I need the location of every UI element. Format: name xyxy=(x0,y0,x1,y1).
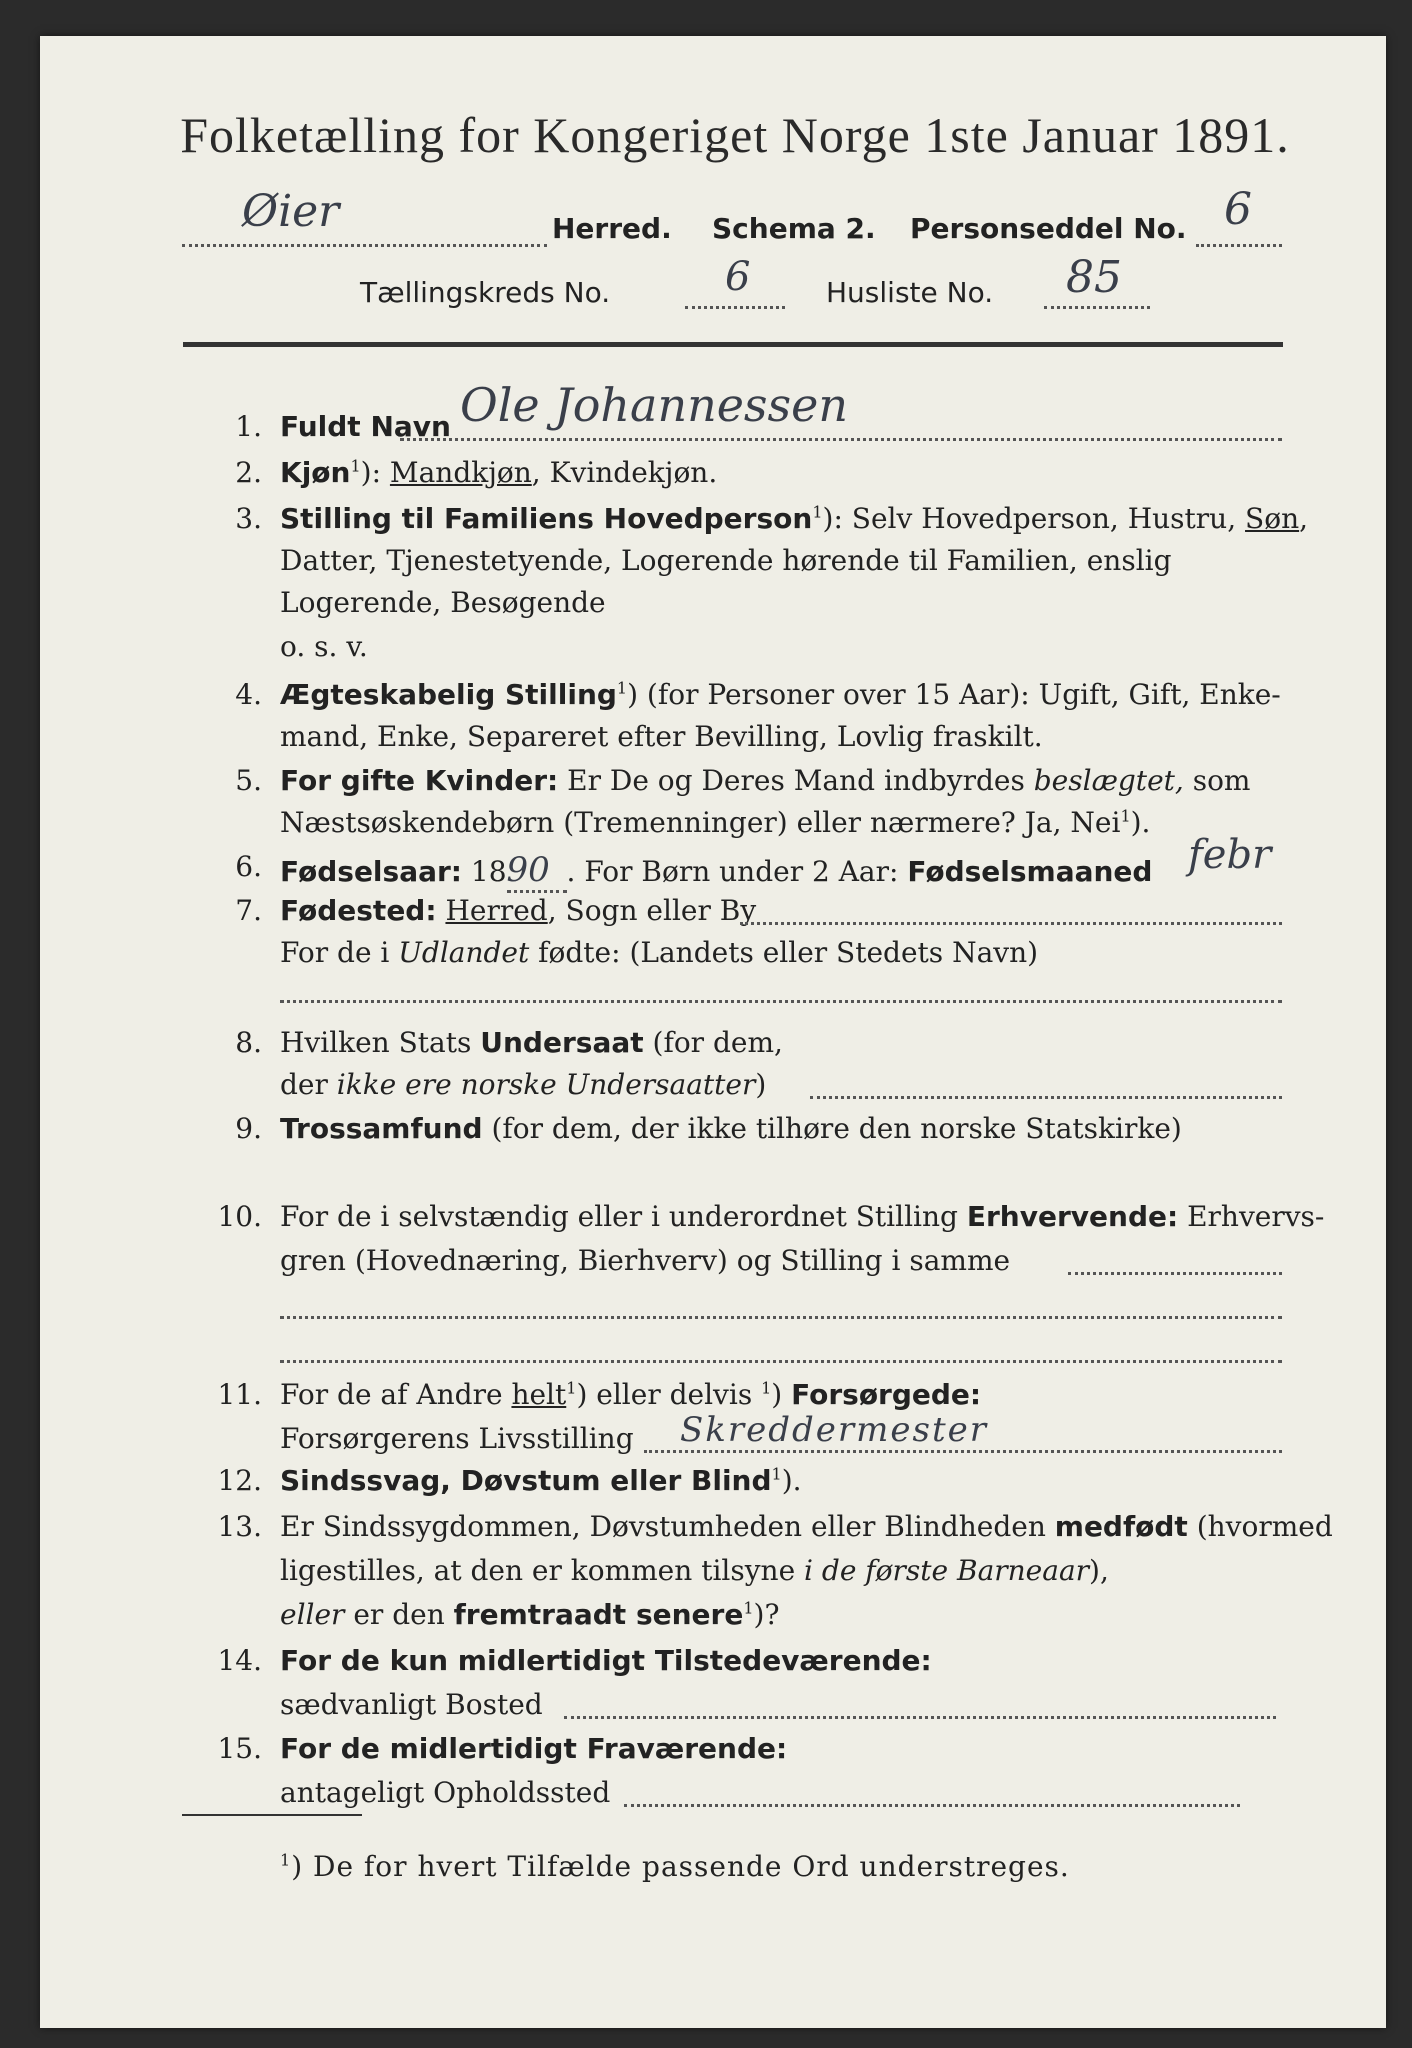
q9-number: 9. xyxy=(235,1112,262,1145)
q3-text-end: , xyxy=(1299,502,1309,535)
q5-sup: 1 xyxy=(1120,806,1131,826)
q11-value: Skreddermester xyxy=(680,1410,989,1450)
q7-number: 7. xyxy=(235,894,262,927)
q5-label: For gifte Kvinder: xyxy=(280,764,559,797)
q14-field xyxy=(564,1716,1276,1719)
q8-line1 xyxy=(280,1026,783,1059)
schema-label: Schema 2. xyxy=(712,212,876,245)
q3-label: Stilling til Familiens Hovedperson xyxy=(280,502,813,535)
q13-line1 xyxy=(280,1510,1333,1543)
q1-label: Fuldt Navn xyxy=(280,410,451,443)
q13-eller: eller xyxy=(280,1598,345,1631)
q6-line xyxy=(280,850,1152,893)
q2-sup: 1 xyxy=(350,456,361,476)
herred-value: Øier xyxy=(242,186,340,237)
census-form xyxy=(40,36,1386,2028)
personseddel-label: Personseddel No. xyxy=(910,212,1187,245)
husliste-label: Husliste No. xyxy=(826,276,994,309)
q3-line1 xyxy=(280,502,1308,535)
q10-number: 10. xyxy=(217,1200,262,1233)
q5-text2: Næstsøskendebørn (Tremenninger) eller nærmere? Ja, Nei xyxy=(280,806,1121,839)
q2-option-mandkjon: Mandkjøn xyxy=(389,456,532,489)
q8-text2-end: ) xyxy=(755,1068,767,1101)
q8-text: Hvilken Stats xyxy=(280,1026,481,1059)
footnote-sup: 1 xyxy=(280,1850,292,1870)
footnote-rule xyxy=(182,1814,362,1816)
q7-line1 xyxy=(280,894,756,927)
footnote xyxy=(280,1850,1070,1883)
q10-field xyxy=(1068,1272,1282,1275)
kreds-label: Tællingskreds No. xyxy=(360,276,611,309)
q3-line2: Datter, Tjenestetyende, Logerende hørende til Familien, enslig xyxy=(280,544,1172,577)
q7-line2 xyxy=(280,936,1038,969)
q13-text-end: (hvormed xyxy=(1187,1510,1333,1543)
q11-line1 xyxy=(280,1378,981,1411)
q6-number: 6. xyxy=(235,850,262,883)
q1-value: Ole Johannessen xyxy=(460,378,848,432)
q6-text: . For Børn under 2 Aar: xyxy=(566,855,908,888)
husliste-field xyxy=(1044,252,1150,309)
q13-text: Er Sindssygdommen, Døvstumheden eller Blindheden xyxy=(280,1510,1055,1543)
q7-text: , Sogn eller By xyxy=(547,894,757,927)
q7-field2 xyxy=(280,1000,1282,1003)
q7-option-herred: Herred xyxy=(445,894,548,927)
q8-number: 8. xyxy=(235,1026,262,1059)
q6-label2: Fødselsmaaned xyxy=(907,855,1153,888)
q11-option-helt: helt xyxy=(511,1378,567,1411)
q11-line2: Forsørgerens Livsstilling xyxy=(280,1422,634,1455)
q10-label: Erhvervende: xyxy=(966,1200,1179,1233)
q10-text-end: Erhvervs- xyxy=(1178,1200,1325,1233)
q13-italic: i de første Barneaar xyxy=(804,1554,1090,1587)
form-title: Folketælling for Kongeriget Norge 1ste Januar 1891. xyxy=(180,107,1290,163)
q8-field xyxy=(810,1096,1282,1099)
q7-text2: For de i xyxy=(280,936,399,969)
q14-number: 14. xyxy=(217,1644,262,1677)
q7-udlandet: Udlandet xyxy=(398,936,530,969)
kreds-value: 6 xyxy=(725,254,751,300)
q6-month-value: febr xyxy=(1188,832,1272,878)
q12-sup: 1 xyxy=(771,1464,782,1484)
q2-line xyxy=(280,456,717,489)
q13-sup: 1 xyxy=(743,1598,754,1618)
q5-text: Er De og Deres Mand indbyrdes xyxy=(558,764,1034,797)
q8-text2: der xyxy=(280,1068,337,1101)
q4-label: Ægteskabelig Stilling xyxy=(280,678,617,711)
q13-text2: ligestilles, at den er kommen tilsyne xyxy=(280,1554,805,1587)
q4-sup: 1 xyxy=(616,678,628,698)
q4-number: 4. xyxy=(235,678,262,711)
q5-number: 5. xyxy=(235,764,262,797)
q11-text-c: ) xyxy=(771,1378,792,1411)
q12-line xyxy=(280,1464,802,1497)
q13-label2: fremtraadt senere xyxy=(453,1598,744,1631)
q11-field xyxy=(644,1450,1282,1453)
q4-line1 xyxy=(280,678,1281,711)
q3-option-son: Søn xyxy=(1245,502,1300,535)
q13-text3-end: )? xyxy=(753,1598,780,1631)
q8-label: Undersaat xyxy=(480,1026,644,1059)
q12-label: Sindssvag, Døvstum eller Blind xyxy=(280,1464,772,1497)
q11-text: For de af Andre xyxy=(280,1378,512,1411)
q15-label: For de midlertidigt Fraværende: xyxy=(280,1732,788,1765)
q1-number: 1. xyxy=(235,410,262,443)
q10-field2 xyxy=(280,1316,1282,1319)
q13-number: 13. xyxy=(217,1510,262,1543)
q11-sup2: 1 xyxy=(761,1378,772,1398)
q5-text-end: som xyxy=(1183,764,1251,797)
herred-label: Herred. xyxy=(552,212,672,245)
q5-text2-end: ). xyxy=(1130,806,1151,839)
q8-italic: ikke ere norske Undersaatter xyxy=(336,1068,756,1101)
q3-line4: o. s. v. xyxy=(280,630,368,663)
q13-text2-end: ), xyxy=(1089,1554,1109,1587)
q10-line1 xyxy=(280,1200,1324,1233)
q5-line2 xyxy=(280,806,1150,839)
q15-line2: antageligt Opholdssted xyxy=(280,1776,611,1809)
q15-number: 15. xyxy=(217,1732,262,1765)
q2-text: ): xyxy=(360,456,390,489)
q14-line2: sædvanligt Bosted xyxy=(280,1688,543,1721)
q6-label: Fødselsaar: xyxy=(280,855,462,888)
q12-number: 12. xyxy=(217,1464,262,1497)
q13-text3: er den xyxy=(344,1598,454,1631)
q14-label: For de kun midlertidigt Tilstedeværende: xyxy=(280,1644,932,1677)
q9-label: Trossamfund xyxy=(280,1112,483,1145)
q7-label: Fødested: xyxy=(280,894,437,927)
q11-number: 11. xyxy=(217,1378,262,1411)
q5-line1 xyxy=(280,764,1250,797)
q13-line3 xyxy=(280,1598,779,1631)
q7-field xyxy=(740,922,1282,925)
q5-italic: beslægtet, xyxy=(1033,764,1184,797)
q11-sup: 1 xyxy=(566,1378,577,1398)
q6-prefix: 18 xyxy=(470,855,507,888)
q10-line2: gren (Hovednæring, Bierhverv) og Stilling i samme xyxy=(280,1244,1011,1277)
q2-option-kvindekjon: , Kvindekjøn. xyxy=(531,456,718,489)
q3-text: ): Selv Hovedperson, Hustru, xyxy=(822,502,1246,535)
q10-field3 xyxy=(280,1360,1282,1363)
q2-number: 2. xyxy=(235,456,262,489)
q9-line xyxy=(280,1112,1182,1145)
q6-value: 90 xyxy=(507,850,567,893)
herred-field xyxy=(182,186,547,247)
header-rule xyxy=(183,342,1283,347)
kreds-field xyxy=(685,254,785,309)
personseddel-field xyxy=(1196,184,1282,247)
personseddel-value: 6 xyxy=(1224,184,1252,235)
q4-text: ) (for Personer over 15 Aar): Ugift, Gift, Enke- xyxy=(627,678,1281,711)
q15-field xyxy=(624,1804,1240,1807)
q3-line3: Logerende, Besøgende xyxy=(280,586,606,619)
q3-number: 3. xyxy=(235,502,262,535)
q13-line2 xyxy=(280,1554,1109,1587)
q4-line2: mand, Enke, Separeret efter Bevilling, Lovlig fraskilt. xyxy=(280,720,1043,753)
footnote-text: ) De for hvert Tilfælde passende Ord understreges. xyxy=(291,1850,1070,1883)
q1-field xyxy=(400,438,1282,441)
q7-text2-end: fødte: (Landets eller Stedets Navn) xyxy=(529,936,1039,969)
q11-text-mid: ) eller delvis xyxy=(576,1378,762,1411)
q9-text: (for dem, der ikke tilhøre den norske Statskirke) xyxy=(482,1112,1182,1145)
husliste-value: 85 xyxy=(1066,252,1122,303)
q3-sup: 1 xyxy=(812,502,823,522)
q13-label: medfødt xyxy=(1054,1510,1188,1543)
q8-line2 xyxy=(280,1068,766,1101)
q11-label: Forsørgede: xyxy=(791,1378,982,1411)
q10-text: For de i selvstændig eller i underordnet Stilling xyxy=(280,1200,967,1233)
q8-text-end: (for dem, xyxy=(643,1026,783,1059)
q12-text-end: ). xyxy=(781,1464,802,1497)
q2-label: Kjøn xyxy=(280,456,351,489)
